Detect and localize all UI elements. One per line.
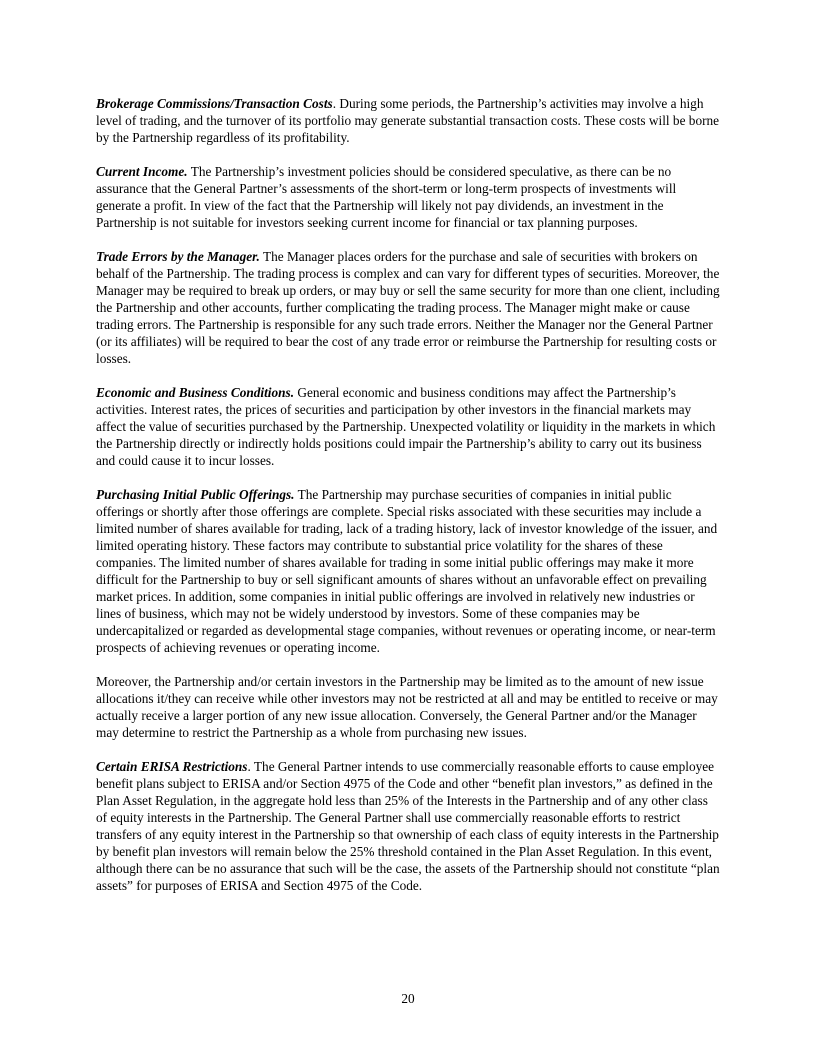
paragraph-brokerage-commissions: [96, 95, 720, 146]
paragraph-heading: Brokerage Commissions/Transaction Costs: [96, 96, 333, 111]
paragraph-heading: Trade Errors by the Manager.: [96, 249, 260, 264]
heading-separator: .: [247, 759, 254, 774]
page-number: 20: [401, 991, 415, 1006]
paragraph-text: During some periods, the Partnership’s activities may involve a high level of trading, and the turnover of its portfolio may generate substantial transaction costs. These costs will be borne by the Partnership regardless of its profitability.: [96, 96, 720, 145]
paragraph-heading: Economic and Business Conditions.: [96, 385, 295, 400]
paragraph-text: General economic and business conditions may affect the Partnership’s activities. Interest rates, the prices of securities and participation by other investors in the financial markets may affect the value of securities purchased by the Partnership. Unexpected volatility or liquidity in the markets in which the Partnership directly or indirectly holds positions could impair the Partnership’s ability to carry out its business and could cause it to incur losses.: [96, 385, 716, 468]
paragraph-heading: Certain ERISA Restrictions: [96, 759, 248, 774]
paragraph-heading: Purchasing Initial Public Offerings.: [96, 487, 295, 502]
paragraph-heading: Current Income.: [96, 164, 188, 179]
paragraph-new-issue-allocations: [96, 673, 720, 741]
paragraph-text: The Partnership’s investment policies should be considered speculative, as there can be no assurance that the General Partner’s assessments of the short-term or long-term prospects of investments will generate a profit. In view of the fact that the Partnership will likely not pay dividends, an investment in the Partnership is not suitable for investors seeking current income for financial or tax planning purposes.: [96, 164, 677, 230]
paragraph-current-income: [96, 163, 720, 231]
paragraph-text: The Manager places orders for the purchase and sale of securities with brokers on behalf of the Partnership. The trading process is complex and can vary for different types of securities. Moreover, the Manager may be required to break up orders, or may buy or sell the same security for more than one client, including the Partnership and other accounts, further complicating the trading process. The Manager might make or cause trading errors. The Partnership is responsible for any such trade errors. Neither the Manager nor the General Partner (or its affiliates) will be required to bear the cost of any trade error or reimburse the Partnership for resulting costs or losses.: [96, 249, 720, 366]
paragraph-initial-public-offerings: [96, 486, 720, 656]
heading-separator: .: [332, 96, 340, 111]
paragraph-text: The Partnership may purchase securities of companies in initial public offerings or shortly after those offerings are complete. Special risks associated with these securities may include a limited number of shares available for trading, lack of a trading history, lack of investor knowledge of the issuer, and limited operating history. These factors may contribute to substantial price volatility for the shares of these companies. The limited number of shares available for trading in some initial public offerings may make it more difficult for the Partnership to buy or sell significant amounts of shares without an unfavorable effect on prevailing market prices. In addition, some companies in initial public offerings are involved in relatively new industries or lines of business, which may not be widely understood by investors. Some of these companies may be undercapitalized or regarded as developmental stage companies, without revenues or operating income, or near-term prospects of achieving revenues or operating income.: [96, 487, 718, 655]
paragraph-trade-errors: [96, 248, 720, 367]
paragraph-text: The General Partner intends to use commercially reasonable efforts to cause employee benefit plans subject to ERISA and/or Section 4975 of the Code and other “benefit plan investors,” as defined in the Plan Asset Regulation, in the aggregate hold less than 25% of the Interests in the Partnership and of any other class of equity interests in the Partnership. The General Partner shall use commercially reasonable efforts to restrict transfers of any equity interest in the Partnership so that ownership of each class of equity interests in the Partnership by benefit plan investors will remain below the 25% threshold contained in the Plan Asset Regulation. In this event, although there can be no assurance that such will be the case, the assets of the Partnership should not constitute “plan assets” for purposes of ERISA and Section 4975 of the Code.: [96, 759, 720, 893]
paragraph-text: Moreover, the Partnership and/or certain investors in the Partnership may be limited as to the amount of new issue allocations it/they can receive while other investors may not be restricted at all and may be entitled to receive or may actually receive a larger portion of any new issue allocation. Conversely, the General Partner and/or the Manager may determine to restrict the Partnership as a whole from purchasing new issues.: [96, 674, 718, 740]
paragraph-economic-conditions: [96, 384, 720, 469]
document-body: [96, 95, 720, 911]
paragraph-erisa-restrictions: [96, 758, 720, 894]
